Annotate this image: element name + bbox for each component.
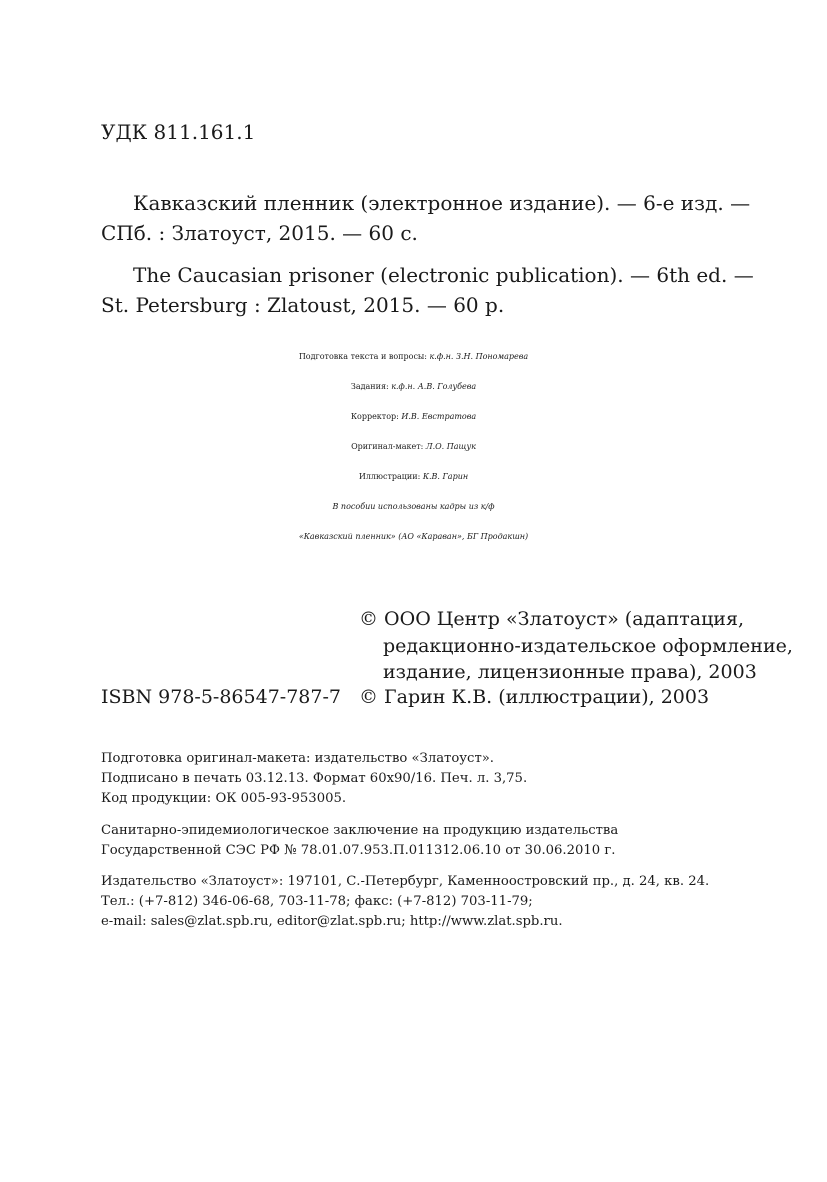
imprint-line: Государственной СЭС РФ № 78.01.07.953.П.011312.06.10 от 30.06.2010 г. [101,843,616,858]
credit-person: к.ф.н. А.В. Голубева [391,382,477,391]
credit-person: Л.О. Пащук [425,442,476,451]
copyright-line4: © Гарин К.В. (иллюстрации), 2003 [359,686,710,708]
imprint-line: Подписано в печать 03.12.13. Формат 60х90/16. Печ. л. 3,75. [101,771,528,786]
credit-label: Подготовка текста и вопросы: [298,352,427,361]
isbn: ISBN 978-5-86547-787-7 [101,686,341,708]
udk-code: УДК 811.161.1 [101,120,256,144]
credit-person: К.В. Гарин [422,472,469,481]
credit-illustrations [0,472,827,481]
credit-layout [0,442,827,451]
imprint-line: Подготовка оригинал-макета: издательство «Златоуст». [101,751,494,766]
bibliography-ru-line1: Кавказский пленник (электронное издание). — 6-е изд. — [133,191,751,215]
copyright-line2: редакционно-издательское оформление, [383,635,793,657]
film-note-line2 [0,532,827,541]
credit-label: Корректор: [350,412,399,421]
credit-text-prep [0,352,827,361]
film-note-text: «Кавказский пленник» (АО «Караван», БГ Продакшн) [298,532,529,541]
credit-label: Оригинал-макет: [351,442,424,451]
bibliography-en-line1: The Caucasian prisoner (electronic publication). — 6th ed. — [133,263,754,287]
bibliography-ru-line2: СПб. : Златоуст, 2015. — 60 с. [101,221,418,245]
imprint-line: Санитарно-эпидемиологическое заключение на продукцию издательства [101,823,619,838]
bibliography-en-line2: St. Petersburg : Zlatoust, 2015. — 60 p. [101,293,505,317]
credit-proofreader [0,412,827,421]
credit-person: к.ф.н. З.Н. Пономарева [429,352,529,361]
imprint-line: Код продукции: ОК 005-93-953005. [101,791,347,806]
copyright-line3: издание, лицензионные права), 2003 [383,661,757,683]
copyright-line1: © ООО Центр «Златоуст» (адаптация, [359,608,744,630]
credit-label: Задания: [350,382,389,391]
film-note-text: В пособии использованы кадры из к/ф [332,502,495,511]
imprint-line: Тел.: (+7-812) 346-06-68, 703-11-78; факс: (+7-812) 703-11-79; [101,894,533,909]
imprint-line: Издательство «Златоуст»: 197101, С.-Петербург, Каменноостровский пр., д. 24, кв. 24. [101,874,710,889]
credit-label: Иллюстрации: [358,472,421,481]
credit-tasks [0,382,827,391]
credit-person: И.В. Евстратова [401,412,477,421]
film-note-line1 [0,502,827,511]
imprint-line: e-mail: sales@zlat.spb.ru, editor@zlat.spb.ru; http://www.zlat.spb.ru. [101,914,563,929]
